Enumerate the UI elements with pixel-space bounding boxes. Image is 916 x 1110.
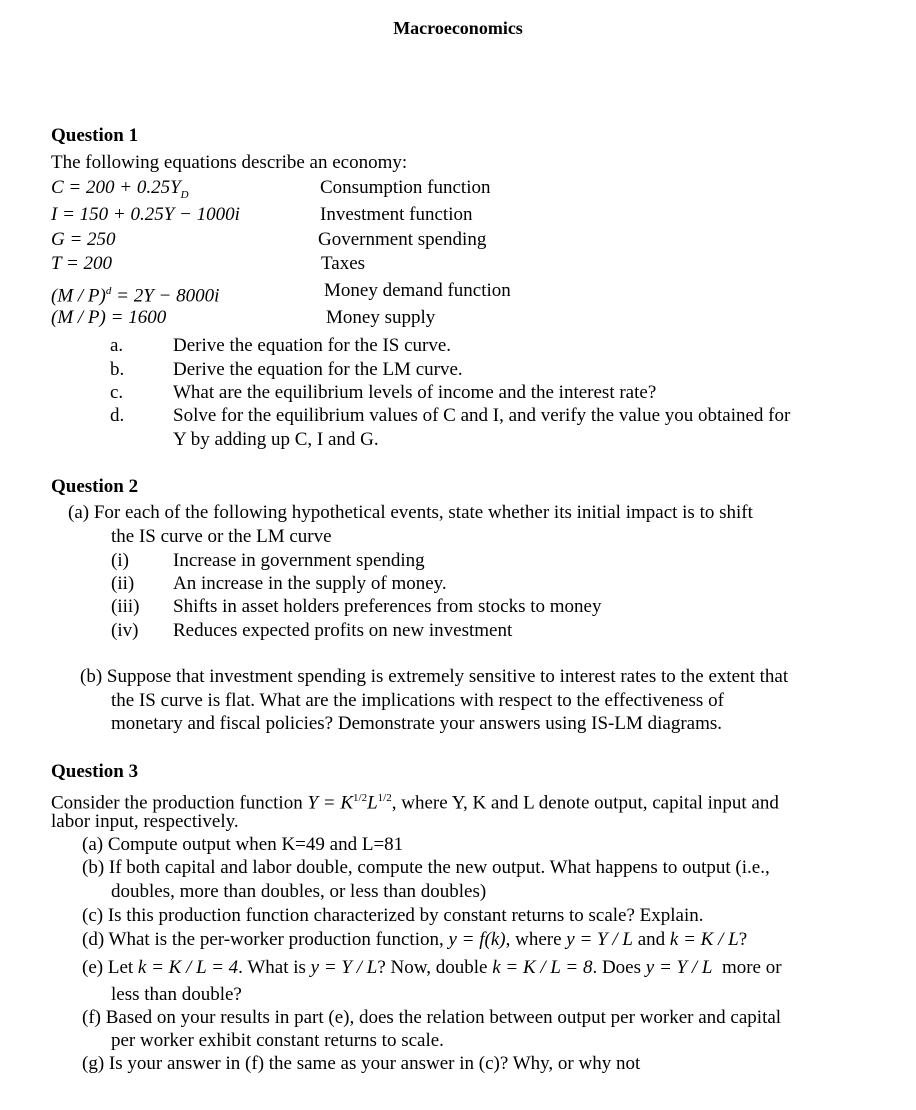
event-label: (iii) <box>111 596 140 617</box>
equation-investment: I = 150 + 0.25Y − 1000i <box>51 204 240 225</box>
text: (d) What is the per-worker production function, <box>82 929 449 950</box>
math: y = Y / L <box>566 929 633 950</box>
q2-part-a: the IS curve or the LM curve <box>111 526 332 547</box>
text: more or <box>712 957 782 978</box>
equation-text: C = 200 + 0.25Y <box>51 177 181 198</box>
document-title: Macroeconomics <box>393 18 523 38</box>
q3-part-b: doubles, more than doubles, or less than doubles) <box>111 881 487 902</box>
item-label: a. <box>110 335 124 356</box>
exponent: 1/2 <box>353 792 368 804</box>
text: ? <box>738 929 748 950</box>
equation-text: = 2Y − 8000i <box>111 285 220 307</box>
event-label: (ii) <box>111 573 135 594</box>
text: . What is <box>238 957 311 978</box>
item-label: c. <box>110 382 124 403</box>
text: . Does <box>592 957 646 978</box>
math: k = K / L = 4 <box>137 957 239 978</box>
equation-superscript: d <box>105 285 112 297</box>
question-1-intro: The following equations describe an economy: <box>51 152 408 173</box>
equation-desc: Taxes <box>321 253 366 274</box>
q3-part-b: (b) If both capital and labor double, compute the new output. What happens to output (i.e., <box>82 857 770 878</box>
item-label: b. <box>110 359 125 380</box>
event-label: (i) <box>111 550 129 571</box>
math: y = f(k) <box>448 929 506 950</box>
q3-part-f: per worker exhibit constant returns to scale. <box>111 1030 444 1051</box>
math: L <box>367 792 378 814</box>
item-text: Solve for the equilibrium values of C and I, and verify the value you obtained for <box>173 405 791 426</box>
equation-money-demand <box>51 280 219 307</box>
q2-part-b: monetary and fiscal policies? Demonstrate your answers using IS-LM diagrams. <box>111 713 723 734</box>
item-label: d. <box>110 405 125 426</box>
math: y = Y / L <box>310 957 378 978</box>
equation-text: (M / P) <box>51 285 106 307</box>
text: , where Y, K and L denote output, capital input and <box>391 792 779 814</box>
equation-desc: Consumption function <box>320 177 491 198</box>
q2-part-b: the IS curve is flat. What are the implications with respect to the effectiveness of <box>111 690 724 711</box>
event-label: (iv) <box>111 620 139 641</box>
equation-consumption <box>51 177 189 206</box>
question-1-heading: Question 1 <box>51 125 139 146</box>
question-3-intro: labor input, respectively. <box>51 811 239 832</box>
text: ? Now, double <box>377 957 493 978</box>
math: y = Y / L <box>645 957 713 978</box>
item-text: What are the equilibrium levels of income and the interest rate? <box>173 382 657 403</box>
question-3-heading: Question 3 <box>51 761 139 782</box>
event-text: Increase in government spending <box>173 550 425 571</box>
event-text: Reduces expected profits on new investment <box>173 620 513 641</box>
math: Y = K <box>307 792 354 814</box>
q3-part-g: (g) Is your answer in (f) the same as your answer in (c)? Why, or why not <box>82 1053 641 1074</box>
text: Consider the production function <box>51 792 308 814</box>
q3-part-d <box>82 929 747 951</box>
q3-part-e: less than double? <box>111 984 242 1005</box>
equation-subscript: D <box>180 188 189 201</box>
equation-taxes: T = 200 <box>51 253 113 274</box>
text: , where <box>505 929 567 950</box>
equation-desc: Money demand function <box>324 280 511 301</box>
q3-part-a: (a) Compute output when K=49 and L=81 <box>82 834 404 855</box>
text: (e) Let <box>82 957 138 978</box>
q2-part-a: (a) For each of the following hypothetical events, state whether its initial impact is to shift <box>68 502 753 523</box>
equation-desc: Government spending <box>318 229 487 250</box>
q3-part-f: (f) Based on your results in part (e), does the relation between output per worker and capital <box>82 1007 782 1028</box>
item-text: Derive the equation for the IS curve. <box>173 335 452 356</box>
q3-part-c: (c) Is this production function characterized by constant returns to scale? Explain. <box>82 905 704 926</box>
equation-money-supply: (M / P) = 1600 <box>51 307 167 328</box>
item-text: Derive the equation for the LM curve. <box>173 359 463 380</box>
math: k = K / L = 8 <box>492 957 593 978</box>
equation-desc: Money supply <box>326 307 436 328</box>
item-text: Y by adding up C, I and G. <box>173 429 379 450</box>
q2-part-b: (b) Suppose that investment spending is extremely sensitive to interest rates to the extent that <box>80 666 789 687</box>
math: k = K / L <box>669 929 739 950</box>
event-text: An increase in the supply of money. <box>173 573 447 594</box>
text: and <box>632 929 670 950</box>
exponent: 1/2 <box>377 792 392 804</box>
equation-desc: Investment function <box>320 204 473 225</box>
equation-government: G = 250 <box>51 229 116 250</box>
q3-part-e <box>82 957 782 979</box>
question-2-heading: Question 2 <box>51 476 139 497</box>
event-text: Shifts in asset holders preferences from stocks to money <box>173 596 602 617</box>
